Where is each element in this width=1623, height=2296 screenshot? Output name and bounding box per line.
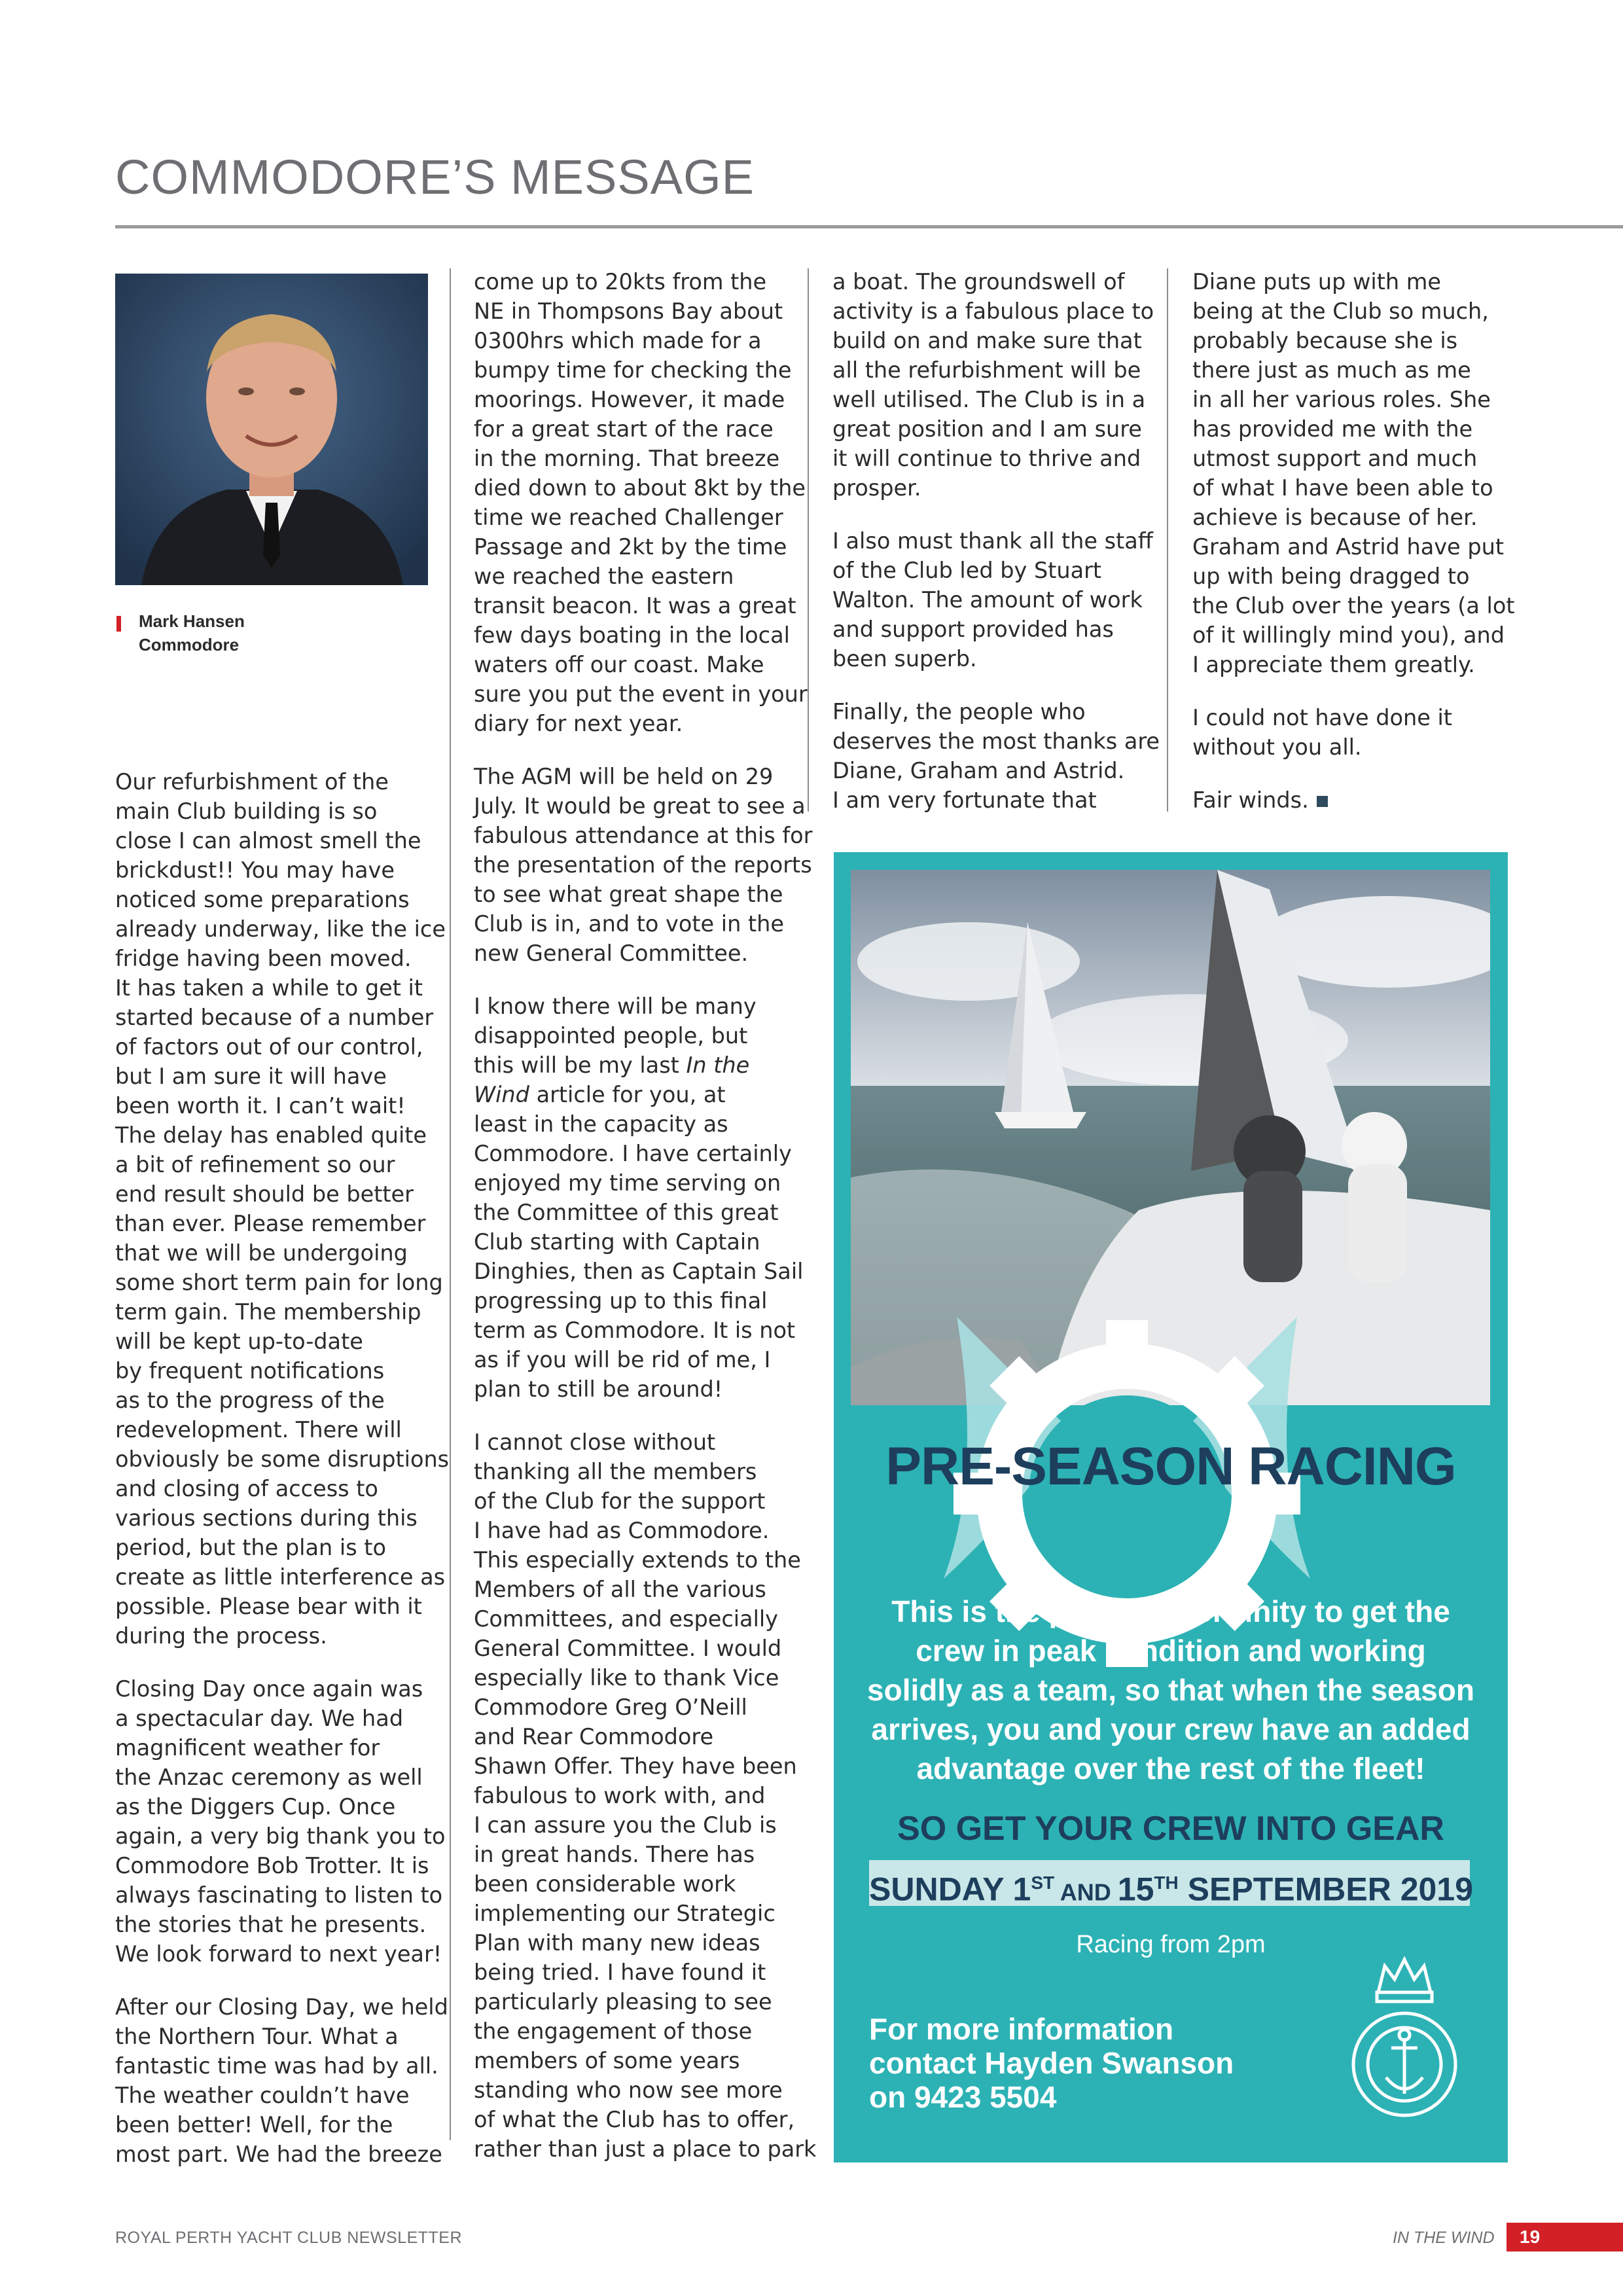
text-line: utmost support and much	[1192, 446, 1478, 471]
text-line: some short term pain for long	[115, 1270, 443, 1295]
text-line: obviously be some disruptions	[115, 1446, 450, 1472]
text-line: Passage and 2kt by the time	[474, 534, 787, 560]
text-line: possible. Please bear with it	[115, 1594, 422, 1619]
text-line: Diane, Graham and Astrid.	[832, 758, 1125, 783]
column-2	[474, 267, 816, 2187]
text-line: of it willingly mind you), and	[1192, 622, 1505, 648]
text-line: the stories that he presents.	[115, 1912, 427, 1937]
text-line: 0300hrs which made for a	[474, 328, 762, 353]
commodore-role: Commodore	[139, 635, 240, 655]
text-line: The weather couldn’t have	[115, 2083, 410, 2108]
text-line: all the refurbishment will be	[832, 357, 1141, 383]
text-line: term gain. The membership	[115, 1299, 421, 1325]
text-line: as to the progress of the	[115, 1388, 385, 1413]
text-line: to see what great shape the	[474, 882, 783, 907]
text-line: of factors out of our control,	[115, 1034, 423, 1060]
text-line: of the Club for the support	[474, 1488, 766, 1514]
text-line: This is the prime opportunity to get the	[891, 1594, 1450, 1628]
text-line: rather than just a place to park	[474, 2136, 817, 2162]
text-line: Closing Day once again was	[115, 1676, 423, 1702]
text-line: The AGM will be held on 29	[474, 764, 774, 789]
text-line: moorings. However, it made	[474, 387, 785, 412]
text-line: I also must thank all the staff	[832, 528, 1153, 554]
column-divider	[450, 268, 451, 2140]
paragraph-diane	[1192, 267, 1514, 679]
text-line: I could not have done it	[1192, 705, 1452, 730]
text-line: Commodore Bob Trotter. It is	[115, 1853, 429, 1878]
text-line: noticed some preparations	[115, 887, 410, 912]
text-line: great position and I am sure	[832, 416, 1142, 442]
text-line: and Rear Commodore	[474, 1724, 714, 1749]
column-divider	[808, 268, 809, 812]
paragraph-groundswell	[832, 267, 1160, 503]
text-line: that we will be undergoing	[115, 1240, 408, 1266]
text-line: again, a very big thank you to	[115, 1823, 446, 1849]
text-line: probably because she is	[1192, 328, 1458, 353]
paragraph-could-not	[1192, 703, 1514, 762]
text-line: advantage over the rest of the fleet!	[916, 1751, 1425, 1785]
text-line: the Club over the years (a lot	[1192, 593, 1515, 619]
text-line: I cannot close without	[474, 1429, 716, 1455]
paragraph-family	[832, 697, 1160, 815]
text-line: being tried. I have found it	[474, 1960, 766, 1985]
text-line: bumpy time for checking the	[474, 357, 792, 383]
date-text: SUNDAY 1	[869, 1871, 1031, 1908]
text-line: fantastic time was had by all.	[115, 2053, 438, 2079]
text-line: it will continue to thrive and	[832, 446, 1141, 471]
paragraph-northern-tour	[115, 1992, 449, 2169]
text-line: end result should be better	[115, 1181, 414, 1207]
text-line: arrives, you and your crew have an added	[871, 1712, 1471, 1746]
text-line: and support provided has	[832, 617, 1114, 642]
contact-phone: on 9423 5504	[869, 2080, 1057, 2114]
paragraph-closing-day	[115, 1674, 449, 1969]
text-line: I know there will be many	[474, 994, 757, 1019]
text-line: waters off our coast. Make	[474, 652, 764, 677]
text-line: well utilised. The Club is in a	[832, 387, 1146, 412]
text-line: for a great start of the race	[474, 416, 774, 442]
text-line: progressing up to this final	[474, 1288, 768, 1314]
sign-off: Fair winds.	[1192, 787, 1309, 813]
text-line: there just as much as me	[1192, 357, 1471, 383]
text-line: fabulous attendance at this for	[474, 823, 813, 848]
text-line: members of some years	[474, 2048, 740, 2073]
paragraph-breeze	[474, 267, 816, 738]
ad-headline: PRE-SEASON RACING	[885, 1437, 1456, 1496]
text-line: plan to still be around!	[474, 1376, 723, 1402]
club-crest-icon	[1346, 1946, 1463, 2143]
text-line: being at the Club so much,	[1192, 298, 1489, 324]
text-line: It has taken a while to get it	[115, 975, 423, 1001]
text-line: After our Closing Day, we held	[115, 1994, 448, 2020]
text-line: transit beacon. It was a great	[474, 593, 796, 619]
text-line: Committees, and especially	[474, 1606, 779, 1632]
paragraph-agm	[474, 762, 816, 968]
text-line: Walton. The amount of work	[832, 587, 1143, 613]
page-number: 19	[1520, 2227, 1541, 2247]
ad-contact-info	[869, 2012, 1234, 2114]
date-text: 15	[1117, 1871, 1154, 1908]
date-text: AND	[1054, 1878, 1118, 1906]
text-line: I am very fortunate that	[832, 787, 1097, 813]
text-line: I can assure you the Club is	[474, 1812, 777, 1838]
footer-publication: ROYAL PERTH YACHT CLUB NEWSLETTER	[115, 2229, 463, 2247]
text-line: a spectacular day. We had	[115, 1706, 404, 1731]
text-line: magnificent weather for	[115, 1735, 380, 1761]
text-line: always fascinating to listen to	[115, 1882, 443, 1908]
text-line: in great hands. There has	[474, 1842, 755, 1867]
text-line: a bit of refinement so our	[115, 1152, 395, 1177]
text-line: deserves the most thanks are	[832, 728, 1160, 754]
text-line: fabulous to work with, and	[474, 1783, 766, 1808]
ad-start-time: Racing from 2pm	[1076, 1931, 1266, 1958]
ad-body-text	[860, 1592, 1482, 1788]
text-line: come up to 20kts from the	[474, 269, 767, 295]
text-line: redevelopment. There will	[115, 1417, 402, 1443]
text-line: Graham and Astrid have put	[1192, 534, 1504, 560]
text-line: without you all.	[1192, 734, 1362, 760]
text-line: For more information	[869, 2012, 1174, 2046]
text-line: of the Club led by Stuart	[832, 558, 1102, 583]
text-line: enjoyed my time serving on	[474, 1170, 781, 1196]
paragraph-thanks	[474, 1427, 816, 2164]
text-run: article for you, at	[529, 1082, 726, 1107]
ad-date-banner	[869, 1860, 1473, 1908]
text-line: crew in peak condition and working	[916, 1634, 1426, 1668]
text-line: Commodore Greg O’Neill	[474, 1695, 747, 1720]
date-suffix: ST	[1031, 1873, 1055, 1893]
text-line: died down to about 8kt by the	[474, 475, 806, 501]
text-line: least in the capacity as	[474, 1111, 728, 1137]
newsletter-title-italic: Wind	[474, 1082, 529, 1107]
text-line: This especially extends to the	[474, 1547, 801, 1573]
text-line: the engagement of those	[474, 2018, 753, 2044]
text-line: close I can almost smell the	[115, 828, 421, 853]
text-line: term as Commodore. It is not	[474, 1318, 796, 1343]
text-line: the Committee of this great	[474, 1200, 779, 1225]
text-line: period, but the plan is to	[115, 1535, 386, 1560]
column-1	[115, 767, 449, 2193]
end-of-article-icon	[1317, 796, 1328, 807]
text-line: NE in Thompsons Bay about	[474, 298, 783, 324]
column-divider	[1167, 268, 1168, 812]
text-line: has provided me with the	[1192, 416, 1473, 442]
text-line: a boat. The groundswell of	[832, 269, 1125, 295]
text-line: started because of a number	[115, 1005, 434, 1030]
text-line: The delay has enabled quite	[115, 1122, 427, 1148]
text-line: various sections during this	[115, 1505, 418, 1531]
newsletter-title-italic: In the	[686, 1052, 750, 1078]
text-line: main Club building is so	[115, 798, 378, 824]
text-line: achieve is because of her.	[1192, 505, 1478, 530]
text-line: Club is in, and to vote in the	[474, 911, 784, 937]
text-line: been superb.	[832, 646, 977, 672]
pre-season-racing-ad	[834, 852, 1508, 2162]
text-line: brickdust!! You may have	[115, 857, 395, 883]
text-line	[474, 1050, 816, 1080]
text-line: the presentation of the reports	[474, 852, 812, 878]
paragraph-last-article	[474, 992, 816, 1404]
date-suffix: TH	[1154, 1873, 1179, 1893]
text-line: of what I have been able to	[1192, 475, 1493, 501]
text-line: but I am sure it will have	[115, 1064, 387, 1089]
text-line: Diane puts up with me	[1192, 269, 1441, 295]
text-line: already underway, like the ice	[115, 916, 446, 942]
text-line: the Northern Tour. What a	[115, 2024, 399, 2049]
text-line: July. It would be great to see a	[474, 793, 806, 819]
column-3	[832, 267, 1160, 838]
text-line: most part. We had the breeze	[115, 2142, 442, 2167]
title-divider	[115, 225, 1623, 228]
text-line: in the morning. That breeze	[474, 446, 780, 471]
text-line: especially like to thank Vice	[474, 1665, 779, 1691]
text-line: contact Hayden Swanson	[869, 2046, 1234, 2080]
paragraph-refurbishment	[115, 767, 449, 1651]
text-line: prosper.	[832, 475, 921, 501]
text-line: been considerable work	[474, 1871, 736, 1897]
text-line: few days boating in the local	[474, 622, 790, 648]
text-line: been worth it. I can’t wait!	[115, 1093, 406, 1119]
text-line: and closing of access to	[115, 1476, 378, 1501]
text-line: as if you will be rid of me, I	[474, 1347, 771, 1372]
text-line: We look forward to next year!	[115, 1941, 442, 1967]
text-line: than ever. Please remember	[115, 1211, 426, 1236]
text-line: Club starting with Captain	[474, 1229, 760, 1255]
text-line: solidly as a team, so that when the season	[867, 1673, 1474, 1707]
text-line: Shawn Offer. They have been	[474, 1753, 797, 1779]
caption-marker	[116, 616, 121, 632]
text-line: sure you put the event in your	[474, 681, 808, 707]
text-line: new General Committee.	[474, 941, 749, 966]
commodore-portrait	[115, 274, 428, 585]
text-line: I have had as Commodore.	[474, 1518, 770, 1543]
text-line: I appreciate them greatly.	[1192, 652, 1475, 677]
text-line: time we reached Challenger	[474, 505, 783, 530]
text-line: build on and make sure that	[832, 328, 1142, 353]
text-line	[474, 1080, 816, 1109]
page-title: COMMODORE’S MESSAGE	[115, 150, 755, 204]
text-line: particularly pleasing to see	[474, 1989, 772, 2015]
text-line: of what the Club has to offer,	[474, 2107, 795, 2132]
text-line: up with being dragged to	[1192, 564, 1470, 589]
text-line: standing who now see more	[474, 2077, 783, 2103]
text-line: Plan with many new ideas	[474, 1930, 760, 1956]
portrait-caption	[139, 609, 245, 656]
column-4	[1192, 267, 1514, 838]
commodore-name: Mark Hansen	[139, 611, 245, 631]
text-line: disappointed people, but	[474, 1023, 748, 1049]
text-line: the Anzac ceremony as well	[115, 1765, 423, 1790]
text-line: in all her various roles. She	[1192, 387, 1491, 412]
text-line: will be kept up-to-date	[115, 1329, 363, 1354]
text-line: Our refurbishment of the	[115, 769, 389, 795]
text-line: Dinghies, then as Captain Sail	[474, 1259, 804, 1284]
paragraph-fair-winds	[1192, 785, 1514, 815]
text-line: Members of all the various	[474, 1577, 766, 1602]
text-line: as the Diggers Cup. Once	[115, 1794, 396, 1820]
ad-tagline: SO GET YOUR CREW INTO GEAR	[897, 1810, 1444, 1848]
text-line: Finally, the people who	[832, 699, 1086, 725]
text-run: this will be my last	[474, 1052, 687, 1078]
text-line: implementing our Strategic	[474, 1901, 776, 1926]
text-line: by frequent notifications	[115, 1358, 385, 1384]
text-line: we reached the eastern	[474, 564, 734, 589]
date-text: SEPTEMBER 2019	[1178, 1871, 1473, 1908]
text-line: diary for next year.	[474, 711, 683, 736]
text-line: activity is a fabulous place to	[832, 298, 1154, 324]
text-line: been better! Well, for the	[115, 2112, 393, 2138]
paragraph-staff	[832, 526, 1160, 673]
footer-newsletter-title: IN THE WIND	[1393, 2229, 1495, 2247]
text-line: General Committee. I would	[474, 1636, 782, 1661]
text-line: thanking all the members	[474, 1459, 757, 1484]
text-line: during the process.	[115, 1623, 327, 1649]
text-line: Commodore. I have certainly	[474, 1141, 792, 1166]
text-line: create as little interference as	[115, 1564, 446, 1590]
text-line: fridge having been moved.	[115, 946, 412, 971]
